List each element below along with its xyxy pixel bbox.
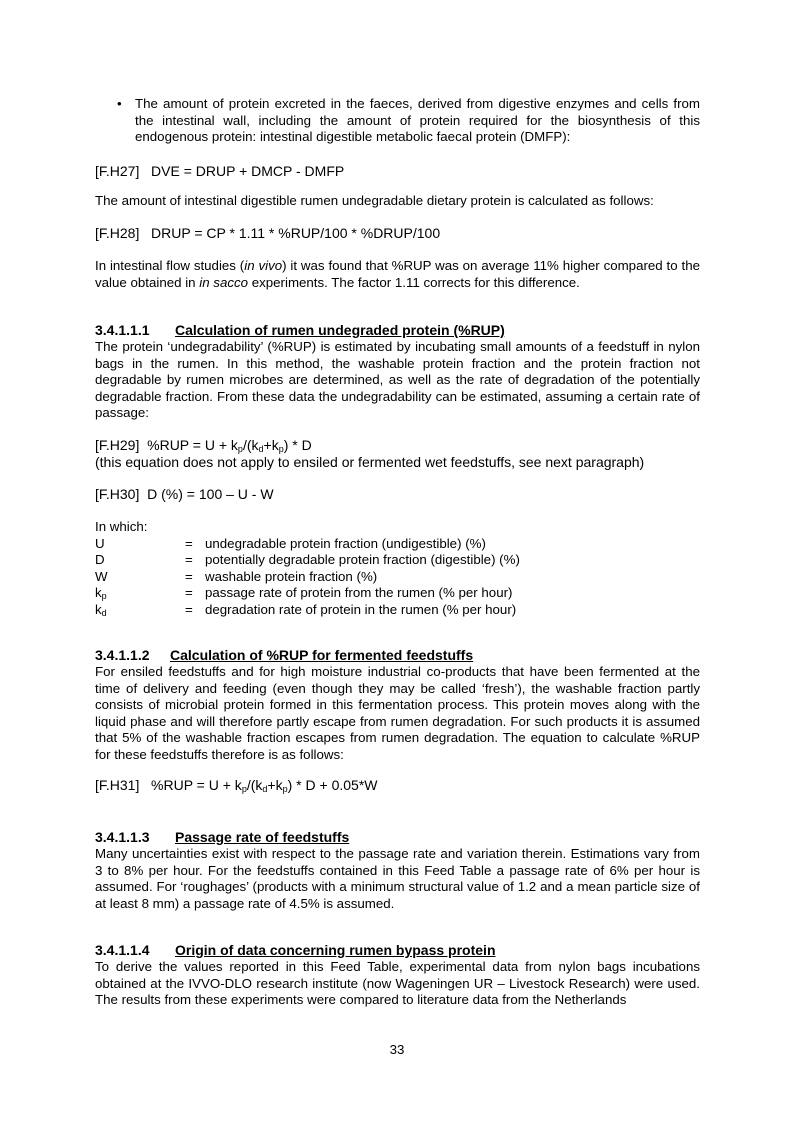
section-body-3-4-1-1-3: Many uncertainties exist with respect to the passage rate and variation therein. Estimations vary from 3 to 8% per hour. For the feedstuffs contained in this Feed Table a passage rate of 6% per hour is assumed. For ‘roughages’ (products with a minimum structural value of 1.2 and a mean particle size of at least 8 mm) a passage rate of 4.5% is assumed. [95,846,700,911]
symbol: W [95,568,108,584]
text-run: ) it was found that %RUP was on average 11% higher compared to the value obtained in [95,258,700,290]
text-run: experiments. The factor 1.11 corrects for this difference. [248,274,580,290]
paragraph-drup-intro: The amount of intestinal digestible rumen undegradable dietary protein is calculated as follows: [95,193,654,208]
definition-symbol [95,602,185,619]
section-title: Passage rate of feedstuffs [175,829,350,845]
equation-fh28 [95,225,700,242]
section-body-3-4-1-1-2: For ensiled feedstuffs and for high moisture industrial co-products that have been fermented at the time of delivery and feeding (even though they may be called ‘fresh’), the washable fraction partly consists of microbial protein formed in this fermentation process. This protein moves along with the liquid phase and will therefore partly escape from rumen degradation. For such products it is assumed that 5% of the washable fraction escapes from rumen degradation. The equation to calculate %RUP for these feedstuffs therefore is as follows: [95,664,700,762]
formula-part: /(k [242,437,259,453]
section-number: 3.4.1.1.4 [95,942,150,958]
section-body-3-4-1-1-4: To derive the values reported in this Feed Table, experimental data from nylon bags incubations obtained at the IVVO-DLO research institute (now Wageningen UR – Livestock Research) were used. The results from these experiments were compared to literature data from the Netherlands [95,959,700,1008]
definition-row [95,552,700,569]
subscript: p [278,444,284,454]
subscript: d [258,444,264,454]
symbol: k [95,601,102,617]
equals-sign: = [185,568,193,584]
italic-term: in vivo [244,258,283,273]
equals-sign: = [185,585,193,601]
definition-text: potentially degradable protein fraction (digestible) (%) [205,552,520,568]
formula-part: +k [263,437,279,453]
symbol: k [95,585,102,601]
subscript: p [241,784,247,794]
formula-part: +k [267,777,283,793]
section-heading-3-4-1-1-2 [95,647,700,664]
equation-label: [F.H31] [95,777,140,793]
definition-row [95,536,700,553]
definition-symbol [95,585,185,602]
section-number: 3.4.1.1.1 [95,322,150,338]
paragraph-in-vivo [95,258,700,291]
bullet-text: The amount of protein excreted in the faeces, derived from digestive enzymes and cells from the intestinal wall, including the amount of protein required for the biosynthesis of this endogenous protein: intestinal digestible metabolic faecal protein (DMFP): [135,96,700,145]
section-title: Origin of data concerning rumen bypass protein [175,942,496,958]
definitions-intro: In which: [95,519,148,534]
symbol: D [95,552,105,568]
definition-symbol [95,552,185,569]
equals-sign: = [185,601,193,617]
text-run: In intestinal flow studies ( [95,258,245,273]
formula-part: /(k [246,777,263,793]
definitions-list [95,519,700,619]
equation-fh29 [95,437,700,454]
equation-label: [F.H30] [95,486,140,502]
equation-formula: D (%) = 100 – U - W [147,486,274,502]
equation-fh29-note: (this equation does not apply to ensiled or fermented wet feedstuffs, see next paragraph) [95,454,645,470]
italic-term: in sacco [199,274,249,290]
symbol: U [95,535,105,551]
bullet-marker: • [117,96,122,111]
section-heading-3-4-1-1-1 [95,322,700,339]
subscript: p [237,444,243,454]
definition-text: undegradable protein fraction (undigestible) (%) [205,535,486,551]
equals-sign: = [185,535,193,551]
subscript: p [282,784,288,794]
definition-symbol [95,569,185,586]
equation-label: [F.H28] [95,225,140,241]
formula-part: ) * D + 0.05*W [287,777,378,793]
equation-formula: DRUP = CP * 1.11 * %RUP/100 * %DRUP/100 [151,225,441,241]
equals-sign: = [185,552,193,568]
definition-text: passage rate of protein from the rumen (% per hour) [205,585,513,601]
section-title: Calculation of rumen undegraded protein (%RUP) [175,322,505,338]
equation-fh31 [95,777,700,794]
section-heading-3-4-1-1-4 [95,942,700,959]
definition-symbol [95,536,185,553]
subscript: d [262,784,268,794]
formula-part: %RUP = U + k [151,777,242,793]
formula-part: ) * D [283,437,312,453]
subscript: p [101,591,107,602]
definition-text: degradation rate of protein in the rumen (% per hour) [205,601,517,617]
equation-label: [F.H27] [95,163,140,179]
equation-fh27 [95,163,700,180]
formula-part: %RUP = U + k [147,437,238,453]
section-number: 3.4.1.1.3 [95,829,150,845]
definition-row [95,585,700,602]
subscript: d [101,607,107,618]
bullet-item [117,96,700,146]
definition-row [95,569,700,586]
definition-row [95,602,700,619]
section-title: Calculation of %RUP for fermented feedstuffs [170,647,474,663]
section-number: 3.4.1.1.2 [95,647,150,663]
equation-fh30 [95,486,700,503]
section-heading-3-4-1-1-3 [95,829,700,846]
definition-text: washable protein fraction (%) [205,568,378,584]
equation-label: [F.H29] [95,437,140,453]
page-number: 33 [389,1042,405,1057]
section-body-3-4-1-1-1: The protein ‘undegradability’ (%RUP) is estimated by incubating small amounts of a feedstuff in nylon bags in the rumen. In this method, the washable protein fraction and the protein fraction not degradable by rumen microbes are determined, as well as the rate of degradation of the potentially degradable fraction. From these data the undegradability can be estimated, assuming a certain rate of passage: [95,339,700,421]
equation-formula: DVE = DRUP + DMCP - DMFP [151,163,345,179]
